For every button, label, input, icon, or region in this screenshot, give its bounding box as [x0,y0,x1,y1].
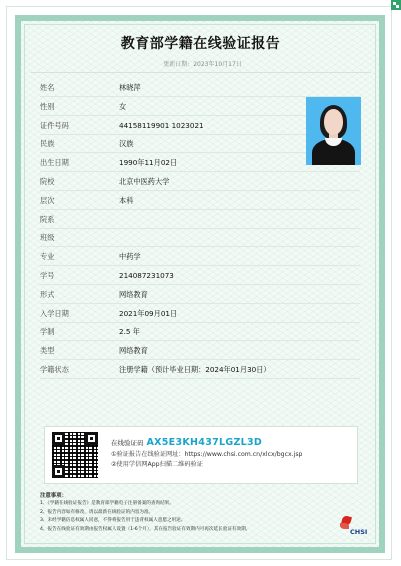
note-item: 1、《学籍在线验证报告》是教育部学籍电子注册备案的查询结果。 [40,501,174,506]
verification-box [44,426,358,484]
field-value: 林晓萍 [119,83,141,92]
field-divider [40,228,360,229]
field-value: 北京中医药大学 [119,177,170,186]
field-divider [40,209,360,210]
field-label: 学制 [40,327,55,337]
note-item: 3、未经学籍信息权属人同意，不得将报告用于违背权属人意愿之用途。 [40,518,186,523]
field-row [40,251,300,263]
field-row [40,326,300,338]
field-divider [40,303,360,304]
field-label: 专业 [40,252,55,262]
field-value: 44158119901 1023021 [119,120,204,130]
field-label: 院校 [40,177,55,186]
field-row [40,195,300,207]
field-value: 214087231073 [119,271,174,280]
field-divider [40,246,360,247]
field-row [40,176,300,188]
note-item: 2、报告内容如有修改，请以最新在线验证的内容为准。 [40,509,154,515]
qr-finder [85,432,98,445]
field-value: 中药学 [119,252,141,262]
update-date-value: 2023年10月17日 [193,61,242,68]
field-row [40,289,300,301]
photo-face [324,109,343,135]
field-divider [40,378,360,379]
update-date-label: 更新日期: [163,61,190,68]
field-value: 汉族 [119,139,134,149]
field-label: 层次 [40,195,55,205]
field-value: 网络教育 [119,346,148,356]
student-photo [306,97,361,165]
field-value: 2.5 年 [119,327,140,337]
field-label: 姓名 [40,83,55,92]
corner-badge-icon [391,0,401,10]
field-label: 形式 [40,289,55,299]
field-row [40,308,300,320]
field-value: 网络教育 [119,289,148,299]
field-divider [40,265,360,266]
field-value: 1990年11月02日 [119,158,178,168]
field-value: 女 [119,101,127,111]
field-row [40,138,300,150]
field-label: 院系 [40,214,55,224]
field-value: 本科 [119,195,134,205]
note-item: 4、报告在线验证有效期由报告权属人设置（1-6个月），其在报告验证有效期内可再次延长验证有效期。 [40,526,251,532]
verification-method-app: ②使用学信网App扫描二维码验证 [111,460,203,468]
field-row [40,82,300,94]
field-row [40,364,300,376]
field-divider [40,359,360,360]
field-label: 入学日期 [40,308,69,318]
field-row [40,101,300,113]
field-label: 性别 [40,101,55,111]
chsi-logo-text: CHSI [350,528,368,536]
field-label: 证件号码 [40,120,69,130]
notes-title: 注意事项： [40,493,67,499]
qr-finder [52,465,65,478]
field-value: 注册学籍（预计毕业日期：2024年01月30日） [119,365,271,374]
qr-finder [52,432,65,445]
field-value: 2021年09月01日 [119,308,178,318]
verification-text [111,436,355,469]
verification-code-line [111,436,355,450]
header-divider [30,72,371,73]
field-label: 学号 [40,271,55,280]
field-row [40,214,300,226]
field-row [40,345,300,357]
field-divider [40,284,360,285]
field-label: 出生日期 [40,158,69,168]
field-label: 民族 [40,139,55,149]
field-row [40,270,300,282]
verification-code-label: 在线验证码 [111,439,144,447]
field-divider [40,322,360,323]
field-row [40,157,300,169]
field-label: 类型 [40,346,55,356]
verification-code: AX5E3KH437LGZL3D [146,437,263,448]
field-row [40,232,300,244]
notes-section [40,492,340,534]
chsi-logo-icon [334,516,368,540]
page-title: 教育部学籍在线验证报告 [120,36,281,52]
field-label: 学籍状态 [40,365,69,374]
field-divider [40,340,360,341]
update-date-line [0,59,401,68]
field-label: 班级 [40,233,55,243]
qr-code-icon[interactable] [52,432,98,478]
verification-method-url[interactable]: ①验证报告在线验证网址：https://www.chsi.com.cn/xlcx/bgcx.jsp [111,451,303,458]
field-row [40,120,300,132]
field-divider [40,190,360,191]
field-divider [40,171,360,172]
